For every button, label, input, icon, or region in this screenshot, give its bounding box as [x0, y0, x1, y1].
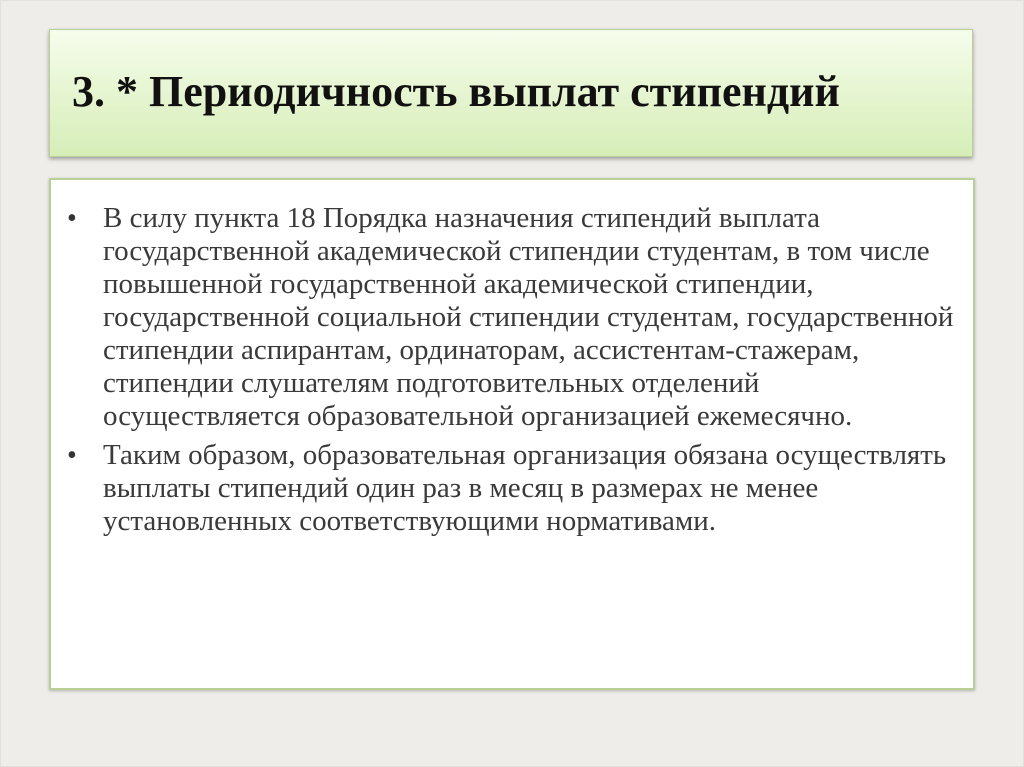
bullet-icon: •	[67, 440, 77, 471]
bullet-text: В силу пункта 18 Порядка назначения стипендий выплата государственной академической стипендии студентам, в том числе повышенной государственной академической стипендии, государственной социальной стипендии студентам, государственной стипендии аспирантам, ординаторам, ассистентам-стажерам, стипендии слушателям подготовительных отделений осуществляется образовательной организацией ежемесячно.	[103, 202, 954, 432]
list-item	[51, 202, 963, 433]
bullet-list	[51, 202, 963, 544]
title-box	[49, 29, 973, 157]
list-item	[51, 439, 963, 538]
bullet-text: Таким образом, образовательная организация обязана осуществлять выплаты стипендий один раз в месяц в размерах не менее установленных соответствующими нормативами.	[103, 439, 947, 537]
slide-title: 3. * Периодичность выплат стипендий	[72, 67, 840, 116]
content-box	[49, 178, 975, 690]
bullet-icon: •	[67, 203, 77, 234]
